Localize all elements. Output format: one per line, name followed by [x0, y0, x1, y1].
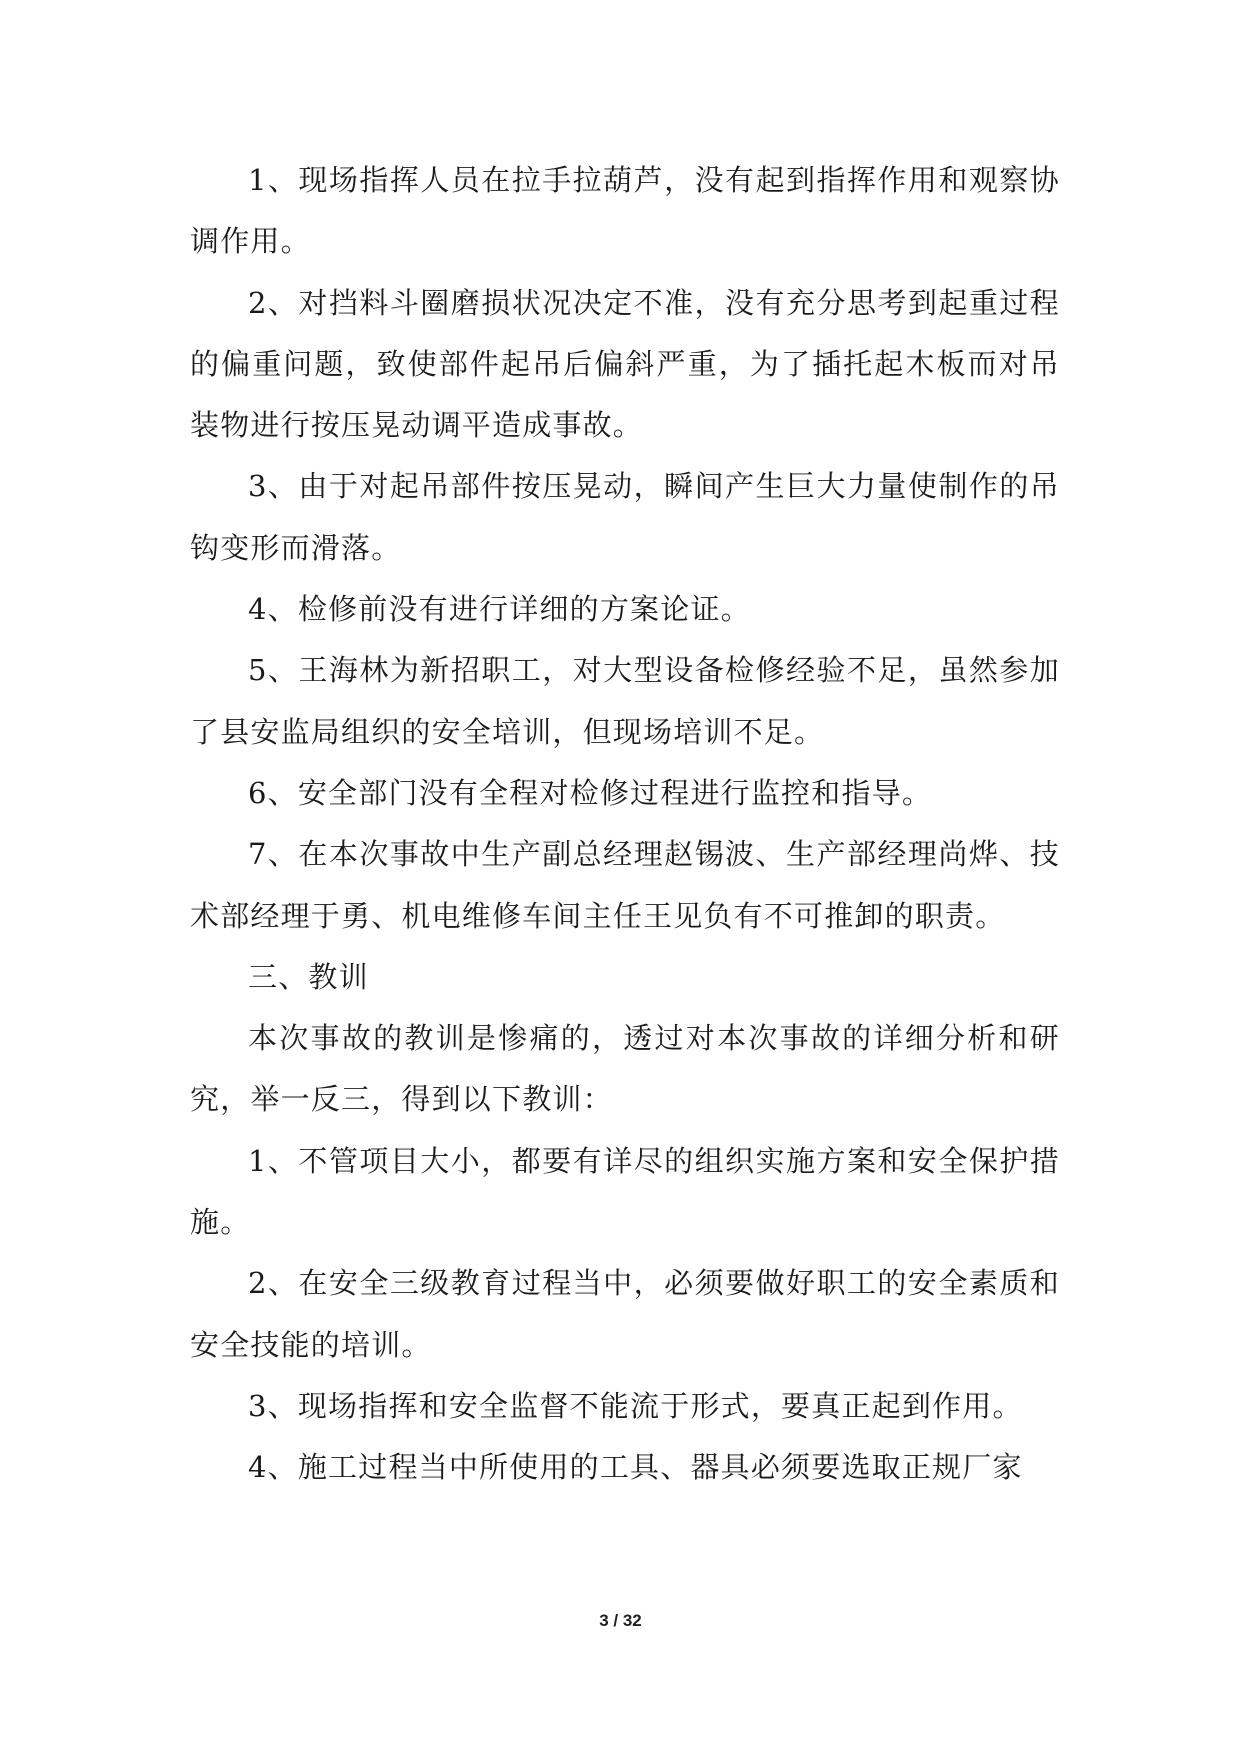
- paragraph-cause-7: 7、在本次事故中生产副总经理赵锡波、生产部经理尚烨、技术部经理于勇、机电维修车间主任王见负有不可推卸的职责。: [190, 837, 1060, 933]
- paragraph-lesson-1: 1、不管项目大小，都要有详尽的组织实施方案和安全保护措施。: [190, 1143, 1060, 1240]
- paragraph-lessons-intro: 本次事故的教训是惨痛的，透过对本次事故的详细分析和研究，举一反三，得到以下教训：: [190, 1021, 1060, 1117]
- paragraph-cause-5: 5、王海林为新招职工，对大型设备检修经验不足，虽然参加了县安监局组织的安全培训，但现场培训不足。: [190, 653, 1060, 749]
- paragraph-cause-4: 4、检修前没有进行详细的方案论证。: [248, 592, 751, 627]
- paragraph-lesson-2: 2、在安全三级教育过程当中，必须要做好职工的安全素质和安全技能的培训。: [190, 1266, 1060, 1362]
- page-number: 3 / 32: [599, 1611, 642, 1630]
- paragraph-cause-2: 2、对挡料斗圈磨损状况决定不准，没有充分思考到起重过程的偏重问题，致使部件起吊后偏斜严重，为了插托起木板而对吊装物进行按压晃动调平造成事故。: [190, 285, 1060, 443]
- section-heading-lessons: 三、教训: [248, 959, 369, 994]
- paragraph-cause-3: 3、由于对起吊部件按压晃动，瞬间产生巨大力量使制作的吊钩变形而滑落。: [190, 469, 1060, 565]
- paragraph-cause-6: 6、安全部门没有全程对检修过程进行监控和指导。: [248, 775, 933, 810]
- paragraph-lesson-3: 3、现场指挥和安全监督不能流于形式，要真正起到作用。: [248, 1388, 1023, 1423]
- document-body: [190, 150, 1060, 1499]
- paragraph-lesson-4: 4、施工过程当中所使用的工具、器具必须要选取正规厂家: [248, 1450, 1023, 1485]
- paragraph-cause-1: 1、现场指挥人员在拉手拉葫芦，没有起到指挥作用和观察协调作用。: [190, 163, 1060, 259]
